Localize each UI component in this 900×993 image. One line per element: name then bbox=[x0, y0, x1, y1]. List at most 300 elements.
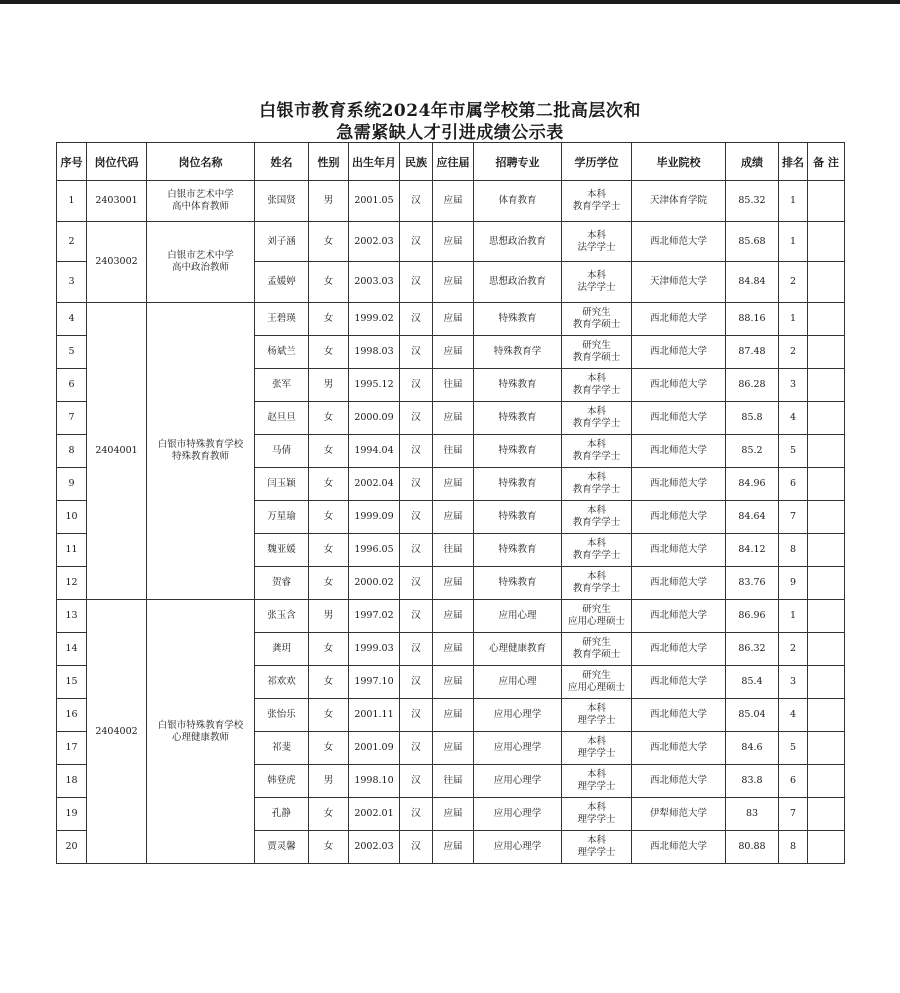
cell-major: 应用心理 bbox=[474, 666, 562, 699]
cell-no: 8 bbox=[57, 435, 87, 468]
cell-gender: 女 bbox=[309, 336, 349, 369]
cell-gender: 女 bbox=[309, 222, 349, 262]
cell-education bbox=[562, 468, 632, 501]
cell-gender: 女 bbox=[309, 699, 349, 732]
cell-education bbox=[562, 336, 632, 369]
cell-score: 84.96 bbox=[726, 468, 779, 501]
cell-post-name bbox=[147, 181, 255, 222]
cell-ethnic: 汉 bbox=[400, 534, 433, 567]
cell-score: 86.28 bbox=[726, 369, 779, 402]
cell-name: 韩登虎 bbox=[255, 765, 309, 798]
cell-major: 应用心理 bbox=[474, 600, 562, 633]
education-line-2: 理学学士 bbox=[577, 847, 616, 858]
education-line-1: 本科 bbox=[586, 505, 606, 516]
cell-post-code: 2403002 bbox=[87, 222, 147, 303]
cell-birth: 1995.12 bbox=[349, 369, 400, 402]
cell-post-code: 2404002 bbox=[87, 600, 147, 864]
cell-status: 应届 bbox=[433, 468, 474, 501]
education-line-2: 教育学学士 bbox=[572, 201, 621, 212]
cell-education bbox=[562, 501, 632, 534]
cell-birth: 1997.10 bbox=[349, 666, 400, 699]
cell-major: 应用心理学 bbox=[474, 765, 562, 798]
cell-name: 魏亚媛 bbox=[255, 534, 309, 567]
cell-school: 西北师范大学 bbox=[632, 633, 726, 666]
cell-education bbox=[562, 369, 632, 402]
cell-school: 西北师范大学 bbox=[632, 468, 726, 501]
cell-name: 赵旦旦 bbox=[255, 402, 309, 435]
cell-score: 80.88 bbox=[726, 831, 779, 864]
cell-education bbox=[562, 699, 632, 732]
cell-ethnic: 汉 bbox=[400, 567, 433, 600]
cell-education bbox=[562, 732, 632, 765]
cell-rank: 8 bbox=[779, 534, 808, 567]
education-line-1: 研究生 bbox=[582, 670, 611, 681]
cell-name: 孔静 bbox=[255, 798, 309, 831]
cell-major: 特殊教育 bbox=[474, 567, 562, 600]
cell-school: 西北师范大学 bbox=[632, 534, 726, 567]
cell-status: 往届 bbox=[433, 765, 474, 798]
cell-birth: 2002.01 bbox=[349, 798, 400, 831]
cell-no: 16 bbox=[57, 699, 87, 732]
cell-gender: 女 bbox=[309, 633, 349, 666]
cell-school: 西北师范大学 bbox=[632, 402, 726, 435]
cell-major: 应用心理学 bbox=[474, 699, 562, 732]
education-line-1: 本科 bbox=[586, 472, 606, 483]
cell-birth: 2002.03 bbox=[349, 831, 400, 864]
header-cell: 出生年月 bbox=[349, 143, 400, 181]
table-row bbox=[57, 303, 845, 336]
cell-major: 特殊教育 bbox=[474, 402, 562, 435]
education-line-2: 理学学士 bbox=[577, 781, 616, 792]
header-cell: 岗位名称 bbox=[147, 143, 255, 181]
cell-rank: 8 bbox=[779, 831, 808, 864]
cell-rank: 2 bbox=[779, 633, 808, 666]
cell-education bbox=[562, 402, 632, 435]
cell-education bbox=[562, 765, 632, 798]
cell-score: 85.4 bbox=[726, 666, 779, 699]
cell-score: 86.32 bbox=[726, 633, 779, 666]
cell-no: 18 bbox=[57, 765, 87, 798]
cell-gender: 女 bbox=[309, 831, 349, 864]
cell-major: 思想政治教育 bbox=[474, 262, 562, 303]
cell-score: 83 bbox=[726, 798, 779, 831]
cell-post-name bbox=[147, 222, 255, 303]
education-line-2: 教育学学士 bbox=[572, 550, 621, 561]
cell-birth: 2001.09 bbox=[349, 732, 400, 765]
cell-school: 西北师范大学 bbox=[632, 501, 726, 534]
education-line-2: 教育学学士 bbox=[572, 451, 621, 462]
cell-status: 应届 bbox=[433, 798, 474, 831]
cell-rank: 3 bbox=[779, 666, 808, 699]
cell-school: 西北师范大学 bbox=[632, 336, 726, 369]
education-line-1: 本科 bbox=[586, 571, 606, 582]
header-cell: 毕业院校 bbox=[632, 143, 726, 181]
cell-note bbox=[808, 222, 845, 262]
education-line-1: 本科 bbox=[586, 439, 606, 450]
cell-note bbox=[808, 435, 845, 468]
table-row bbox=[57, 222, 845, 262]
header-cell: 序号 bbox=[57, 143, 87, 181]
cell-no: 9 bbox=[57, 468, 87, 501]
cell-education bbox=[562, 831, 632, 864]
cell-score: 84.84 bbox=[726, 262, 779, 303]
cell-ethnic: 汉 bbox=[400, 402, 433, 435]
cell-ethnic: 汉 bbox=[400, 699, 433, 732]
results-table bbox=[56, 142, 845, 864]
cell-note bbox=[808, 468, 845, 501]
post-name-line-2: 特殊教育教师 bbox=[171, 451, 229, 462]
cell-status: 应届 bbox=[433, 831, 474, 864]
cell-rank: 1 bbox=[779, 222, 808, 262]
cell-no: 4 bbox=[57, 303, 87, 336]
cell-status: 应届 bbox=[433, 262, 474, 303]
education-line-2: 教育学学士 bbox=[572, 418, 621, 429]
cell-status: 应届 bbox=[433, 303, 474, 336]
cell-school: 西北师范大学 bbox=[632, 732, 726, 765]
cell-rank: 4 bbox=[779, 699, 808, 732]
cell-no: 10 bbox=[57, 501, 87, 534]
cell-school: 西北师范大学 bbox=[632, 666, 726, 699]
cell-score: 85.68 bbox=[726, 222, 779, 262]
cell-ethnic: 汉 bbox=[400, 732, 433, 765]
cell-note bbox=[808, 501, 845, 534]
cell-status: 应届 bbox=[433, 336, 474, 369]
cell-ethnic: 汉 bbox=[400, 262, 433, 303]
cell-major: 特殊教育 bbox=[474, 369, 562, 402]
cell-rank: 9 bbox=[779, 567, 808, 600]
cell-no: 6 bbox=[57, 369, 87, 402]
education-line-1: 本科 bbox=[586, 802, 606, 813]
cell-major: 应用心理学 bbox=[474, 798, 562, 831]
cell-score: 83.76 bbox=[726, 567, 779, 600]
cell-gender: 男 bbox=[309, 181, 349, 222]
cell-status: 往届 bbox=[433, 435, 474, 468]
education-line-1: 研究生 bbox=[582, 637, 611, 648]
cell-gender: 女 bbox=[309, 501, 349, 534]
cell-no: 13 bbox=[57, 600, 87, 633]
cell-status: 应届 bbox=[433, 600, 474, 633]
cell-education bbox=[562, 534, 632, 567]
header-row bbox=[57, 143, 845, 181]
cell-name: 马倩 bbox=[255, 435, 309, 468]
cell-status: 应届 bbox=[433, 222, 474, 262]
cell-school: 天津体育学院 bbox=[632, 181, 726, 222]
cell-score: 84.12 bbox=[726, 534, 779, 567]
cell-status: 往届 bbox=[433, 534, 474, 567]
cell-status: 往届 bbox=[433, 369, 474, 402]
education-line-1: 本科 bbox=[586, 703, 606, 714]
cell-ethnic: 汉 bbox=[400, 831, 433, 864]
cell-rank: 5 bbox=[779, 435, 808, 468]
cell-no: 20 bbox=[57, 831, 87, 864]
header-cell: 岗位代码 bbox=[87, 143, 147, 181]
cell-major: 思想政治教育 bbox=[474, 222, 562, 262]
cell-gender: 男 bbox=[309, 600, 349, 633]
cell-major: 特殊教育 bbox=[474, 303, 562, 336]
cell-name: 贺睿 bbox=[255, 567, 309, 600]
cell-education bbox=[562, 567, 632, 600]
cell-status: 应届 bbox=[433, 699, 474, 732]
header-cell: 民族 bbox=[400, 143, 433, 181]
cell-note bbox=[808, 369, 845, 402]
cell-school: 伊犁师范大学 bbox=[632, 798, 726, 831]
cell-name: 张怡乐 bbox=[255, 699, 309, 732]
education-line-2: 理学学士 bbox=[577, 748, 616, 759]
education-line-1: 研究生 bbox=[582, 307, 611, 318]
cell-major: 体育教育 bbox=[474, 181, 562, 222]
cell-status: 应届 bbox=[433, 666, 474, 699]
cell-status: 应届 bbox=[433, 732, 474, 765]
page-title-line-2: 急需紧缺人才引进成绩公示表 bbox=[336, 123, 564, 143]
cell-ethnic: 汉 bbox=[400, 222, 433, 262]
header-cell: 姓名 bbox=[255, 143, 309, 181]
education-line-1: 本科 bbox=[586, 229, 606, 241]
cell-rank: 6 bbox=[779, 765, 808, 798]
education-line-1: 本科 bbox=[586, 769, 606, 780]
cell-note bbox=[808, 336, 845, 369]
cell-rank: 4 bbox=[779, 402, 808, 435]
cell-ethnic: 汉 bbox=[400, 435, 433, 468]
cell-rank: 2 bbox=[779, 262, 808, 303]
header-cell: 招聘专业 bbox=[474, 143, 562, 181]
cell-major: 心理健康教育 bbox=[474, 633, 562, 666]
cell-name: 王碧瑛 bbox=[255, 303, 309, 336]
cell-school: 西北师范大学 bbox=[632, 222, 726, 262]
education-line-2: 教育学硕士 bbox=[572, 352, 621, 363]
cell-score: 84.6 bbox=[726, 732, 779, 765]
cell-post-name bbox=[147, 600, 255, 864]
cell-birth: 2002.04 bbox=[349, 468, 400, 501]
cell-no: 14 bbox=[57, 633, 87, 666]
cell-gender: 女 bbox=[309, 402, 349, 435]
cell-no: 5 bbox=[57, 336, 87, 369]
table-row bbox=[57, 181, 845, 222]
cell-note bbox=[808, 402, 845, 435]
cell-score: 84.64 bbox=[726, 501, 779, 534]
cell-ethnic: 汉 bbox=[400, 369, 433, 402]
cell-score: 88.16 bbox=[726, 303, 779, 336]
cell-note bbox=[808, 534, 845, 567]
cell-note bbox=[808, 666, 845, 699]
cell-education bbox=[562, 633, 632, 666]
cell-name: 刘子涵 bbox=[255, 222, 309, 262]
cell-birth: 1998.10 bbox=[349, 765, 400, 798]
education-line-1: 本科 bbox=[586, 270, 606, 281]
cell-education bbox=[562, 262, 632, 303]
cell-name: 贾灵馨 bbox=[255, 831, 309, 864]
cell-score: 85.04 bbox=[726, 699, 779, 732]
cell-no: 2 bbox=[57, 222, 87, 262]
cell-major: 应用心理学 bbox=[474, 732, 562, 765]
cell-no: 15 bbox=[57, 666, 87, 699]
cell-birth: 1996.05 bbox=[349, 534, 400, 567]
cell-no: 3 bbox=[57, 262, 87, 303]
cell-rank: 7 bbox=[779, 501, 808, 534]
cell-post-name bbox=[147, 303, 255, 600]
cell-name: 祁欢欢 bbox=[255, 666, 309, 699]
cell-birth: 1997.02 bbox=[349, 600, 400, 633]
cell-school: 西北师范大学 bbox=[632, 369, 726, 402]
cell-ethnic: 汉 bbox=[400, 181, 433, 222]
cell-rank: 1 bbox=[779, 181, 808, 222]
cell-name: 张军 bbox=[255, 369, 309, 402]
cell-score: 85.2 bbox=[726, 435, 779, 468]
post-name-line-2: 高中体育教师 bbox=[171, 201, 229, 212]
cell-major: 特殊教育 bbox=[474, 435, 562, 468]
cell-gender: 女 bbox=[309, 262, 349, 303]
cell-ethnic: 汉 bbox=[400, 765, 433, 798]
cell-school: 西北师范大学 bbox=[632, 435, 726, 468]
cell-major: 特殊教育 bbox=[474, 468, 562, 501]
cell-school: 西北师范大学 bbox=[632, 699, 726, 732]
cell-major: 特殊教育 bbox=[474, 534, 562, 567]
cell-note bbox=[808, 633, 845, 666]
cell-birth: 1998.03 bbox=[349, 336, 400, 369]
cell-birth: 2002.03 bbox=[349, 222, 400, 262]
cell-note bbox=[808, 600, 845, 633]
cell-name: 闫玉颖 bbox=[255, 468, 309, 501]
cell-education bbox=[562, 600, 632, 633]
education-line-2: 教育学学士 bbox=[572, 517, 621, 528]
cell-major: 应用心理学 bbox=[474, 831, 562, 864]
education-line-1: 研究生 bbox=[582, 604, 611, 615]
cell-rank: 2 bbox=[779, 336, 808, 369]
cell-no: 7 bbox=[57, 402, 87, 435]
cell-name: 张国贤 bbox=[255, 181, 309, 222]
cell-note bbox=[808, 699, 845, 732]
cell-birth: 2003.03 bbox=[349, 262, 400, 303]
cell-birth: 1994.04 bbox=[349, 435, 400, 468]
header-cell: 成绩 bbox=[726, 143, 779, 181]
cell-birth: 1999.03 bbox=[349, 633, 400, 666]
cell-status: 应届 bbox=[433, 567, 474, 600]
cell-ethnic: 汉 bbox=[400, 468, 433, 501]
cell-status: 应届 bbox=[433, 501, 474, 534]
cell-note bbox=[808, 798, 845, 831]
cell-education bbox=[562, 435, 632, 468]
cell-no: 19 bbox=[57, 798, 87, 831]
cell-birth: 2000.02 bbox=[349, 567, 400, 600]
header-cell: 备 注 bbox=[808, 143, 845, 181]
education-line-2: 应用心理硕士 bbox=[567, 682, 625, 693]
header-cell: 排名 bbox=[779, 143, 808, 181]
table-body bbox=[57, 181, 845, 864]
cell-ethnic: 汉 bbox=[400, 798, 433, 831]
education-line-1: 本科 bbox=[586, 373, 606, 384]
education-line-2: 法学学士 bbox=[577, 282, 616, 293]
cell-gender: 女 bbox=[309, 303, 349, 336]
cell-gender: 女 bbox=[309, 435, 349, 468]
cell-name: 万星瑜 bbox=[255, 501, 309, 534]
education-line-2: 教育学硕士 bbox=[572, 319, 621, 330]
cell-score: 83.8 bbox=[726, 765, 779, 798]
cell-note bbox=[808, 181, 845, 222]
cell-gender: 女 bbox=[309, 798, 349, 831]
cell-post-code: 2403001 bbox=[87, 181, 147, 222]
cell-gender: 女 bbox=[309, 666, 349, 699]
cell-ethnic: 汉 bbox=[400, 666, 433, 699]
cell-education bbox=[562, 181, 632, 222]
cell-status: 应届 bbox=[433, 181, 474, 222]
cell-name: 杨斌兰 bbox=[255, 336, 309, 369]
header-cell: 性别 bbox=[309, 143, 349, 181]
cell-major: 特殊教育 bbox=[474, 501, 562, 534]
cell-education bbox=[562, 303, 632, 336]
cell-school: 西北师范大学 bbox=[632, 567, 726, 600]
header-cell: 应往届 bbox=[433, 143, 474, 181]
top-dark-bar bbox=[0, 0, 900, 4]
cell-note bbox=[808, 732, 845, 765]
education-line-2: 理学学士 bbox=[577, 814, 616, 825]
education-line-1: 本科 bbox=[586, 406, 606, 417]
cell-school: 西北师范大学 bbox=[632, 303, 726, 336]
cell-rank: 6 bbox=[779, 468, 808, 501]
cell-no: 1 bbox=[57, 181, 87, 222]
cell-no: 11 bbox=[57, 534, 87, 567]
education-line-2: 教育学学士 bbox=[572, 385, 621, 396]
education-line-1: 本科 bbox=[586, 189, 606, 200]
post-name-line-2: 心理健康教师 bbox=[171, 731, 229, 743]
cell-school: 天津师范大学 bbox=[632, 262, 726, 303]
education-line-1: 研究生 bbox=[582, 340, 611, 351]
cell-note bbox=[808, 262, 845, 303]
cell-note bbox=[808, 303, 845, 336]
cell-status: 应届 bbox=[433, 633, 474, 666]
cell-rank: 1 bbox=[779, 303, 808, 336]
cell-status: 应届 bbox=[433, 402, 474, 435]
education-line-2: 应用心理硕士 bbox=[567, 616, 625, 627]
cell-score: 86.96 bbox=[726, 600, 779, 633]
cell-rank: 3 bbox=[779, 369, 808, 402]
post-name-line-1: 白银市特殊教育学校 bbox=[157, 719, 244, 731]
cell-birth: 2000.09 bbox=[349, 402, 400, 435]
post-name-line-2: 高中政治教师 bbox=[171, 262, 229, 273]
education-line-2: 教育学硕士 bbox=[572, 649, 621, 660]
education-line-2: 法学学士 bbox=[577, 241, 616, 253]
post-name-line-1: 白银市艺术中学 bbox=[167, 189, 234, 200]
cell-school: 西北师范大学 bbox=[632, 831, 726, 864]
cell-rank: 7 bbox=[779, 798, 808, 831]
cell-birth: 2001.05 bbox=[349, 181, 400, 222]
cell-birth: 2001.11 bbox=[349, 699, 400, 732]
cell-score: 85.32 bbox=[726, 181, 779, 222]
cell-name: 祁斐 bbox=[255, 732, 309, 765]
cell-school: 西北师范大学 bbox=[632, 765, 726, 798]
cell-post-code: 2404001 bbox=[87, 303, 147, 600]
cell-school: 西北师范大学 bbox=[632, 600, 726, 633]
page-title-line-1: 白银市教育系统2024年市属学校第二批高层次和 bbox=[259, 101, 641, 121]
education-line-2: 理学学士 bbox=[577, 715, 616, 726]
cell-rank: 5 bbox=[779, 732, 808, 765]
cell-rank: 1 bbox=[779, 600, 808, 633]
cell-birth: 1999.02 bbox=[349, 303, 400, 336]
cell-birth: 1999.09 bbox=[349, 501, 400, 534]
cell-note bbox=[808, 765, 845, 798]
cell-ethnic: 汉 bbox=[400, 501, 433, 534]
header-cell: 学历学位 bbox=[562, 143, 632, 181]
post-name-line-1: 白银市特殊教育学校 bbox=[157, 439, 244, 450]
cell-ethnic: 汉 bbox=[400, 600, 433, 633]
cell-major: 特殊教育学 bbox=[474, 336, 562, 369]
cell-name: 龚玥 bbox=[255, 633, 309, 666]
cell-no: 17 bbox=[57, 732, 87, 765]
cell-ethnic: 汉 bbox=[400, 303, 433, 336]
education-line-2: 教育学学士 bbox=[572, 583, 621, 594]
education-line-1: 本科 bbox=[586, 736, 606, 747]
cell-education bbox=[562, 666, 632, 699]
cell-ethnic: 汉 bbox=[400, 633, 433, 666]
cell-gender: 女 bbox=[309, 732, 349, 765]
